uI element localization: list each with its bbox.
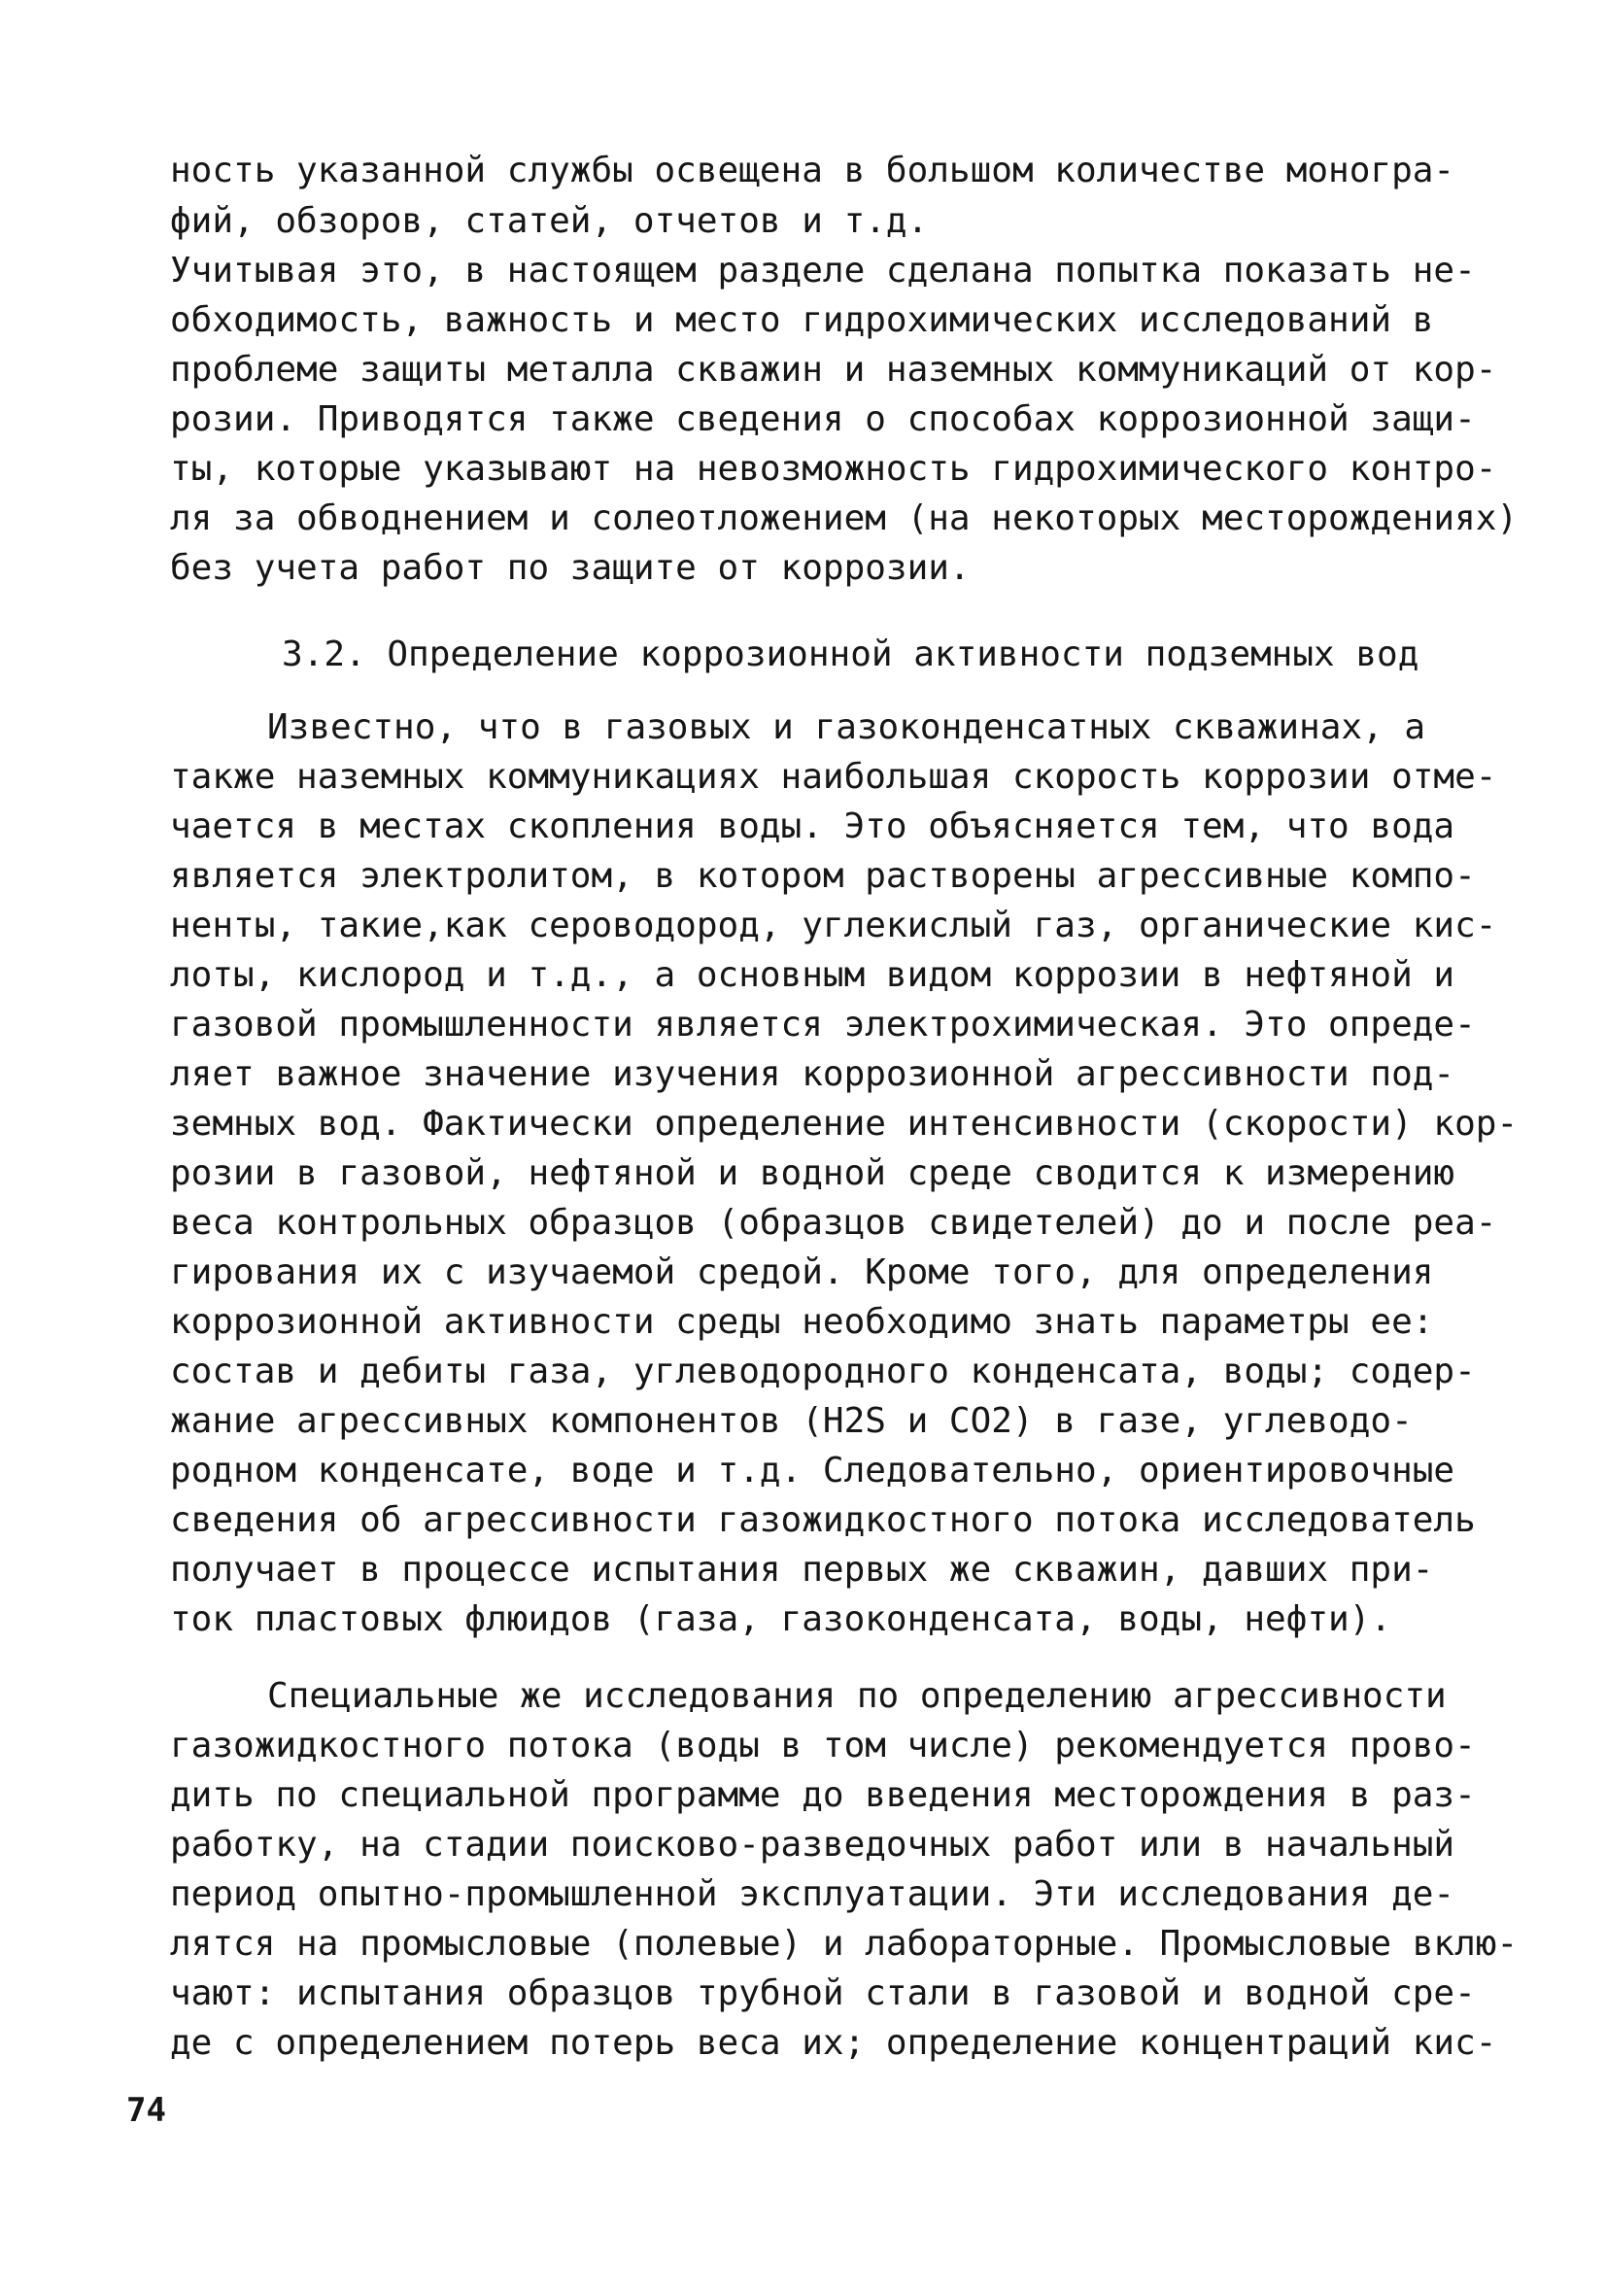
text-line: жание агрессивных компонентов (H2S и CO2) в газе, углеводо-	[170, 1401, 1413, 1441]
text-line: розии. Приводятся также сведения о способах коррозионной защи-	[170, 399, 1476, 439]
text-line: фий, обзоров, статей, отчетов и т.д.	[170, 201, 929, 241]
text-line: родном конденсате, воде и т.д. Следовательно, ориентировочные	[170, 1451, 1455, 1491]
text-line: чают: испытания образцов трубной стали в газовой и водной сре-	[170, 1973, 1476, 2013]
text-line: ток пластовых флюидов (газа, газоконденсата, воды, нефти).	[170, 1599, 1392, 1639]
text-line: ты, которые указывают на невозможность гидрохимического контро-	[170, 449, 1497, 489]
text-line: Учитывая это, в настоящем разделе сделана попытка показать не-	[170, 251, 1476, 291]
text-line: чается в местах скопления воды. Это объясняется тем, что вода	[170, 806, 1455, 846]
page-number: 74	[126, 2091, 166, 2130]
text-line: также наземных коммуникациях наибольшая скорость коррозии отме-	[170, 757, 1497, 797]
text-line: работку, на стадии поисково-разведочных работ или в начальный	[170, 1825, 1455, 1865]
text-line: без учета работ по защите от коррозии.	[170, 548, 971, 588]
text-line: коррозионной активности среды необходимо знать параметры ее:	[170, 1302, 1434, 1342]
section-heading: 3.2. Определение коррозионной активности подземных вод	[282, 634, 1419, 674]
text-line: обходимость, важность и место гидрохимических исследований в	[170, 300, 1434, 340]
text-line: лятся на промысловые (полевые) и лабораторные. Промысловые вклю-	[170, 1924, 1519, 1964]
text-line: веса контрольных образцов (образцов свидетелей) до и после реа-	[170, 1203, 1497, 1243]
text-line: газовой промышленности является электрохимическая. Это опреде-	[170, 1005, 1476, 1045]
text-line: розии в газовой, нефтяной и водной среде сводится к измерению	[170, 1153, 1455, 1193]
text-line: де с определением потерь веса их; определение концентраций кис-	[170, 2023, 1497, 2063]
text-line: дить по специальной программе до введения месторождения в раз-	[170, 1775, 1476, 1815]
text-line: проблеме защиты металла скважин и наземных коммуникаций от кор-	[170, 350, 1497, 390]
text-line: состав и дебиты газа, углеводородного конденсата, воды; содер-	[170, 1352, 1476, 1391]
text-line: получает в процессе испытания первых же скважин, давших при-	[170, 1550, 1434, 1590]
text-line: ность указанной службы освещена в большом количестве моногра-	[170, 151, 1455, 190]
text-line: Известно, что в газовых и газоконденсатных скважинах, а	[267, 707, 1426, 747]
text-line: ненты, такие,как сероводород, углекислый газ, органические кис-	[170, 906, 1497, 945]
text-line: является электролитом, в котором растворены агрессивные компо-	[170, 856, 1476, 896]
text-line: ляет важное значение изучения коррозионной агрессивности под-	[170, 1054, 1455, 1094]
text-line: ля за обводнением и солеотложением (на некоторых месторождениях)	[170, 498, 1519, 538]
text-line: лоты, кислород и т.д., а основным видом коррозии в нефтяной и	[170, 955, 1455, 995]
text-line: сведения об агрессивности газожидкостного потока исследователь	[170, 1500, 1476, 1540]
text-line: земных вод. Фактически определение интенсивности (скорости) кор-	[170, 1104, 1519, 1144]
text-line: газожидкостного потока (воды в том числе) рекомендуется прово-	[170, 1726, 1476, 1765]
text-line: Специальные же исследования по определению агрессивности	[267, 1676, 1447, 1716]
text-line: гирования их с изучаемой средой. Кроме того, для определения	[170, 1252, 1434, 1292]
text-line: период опытно-промышленной эксплуатации. Эти исследования де-	[170, 1874, 1455, 1914]
